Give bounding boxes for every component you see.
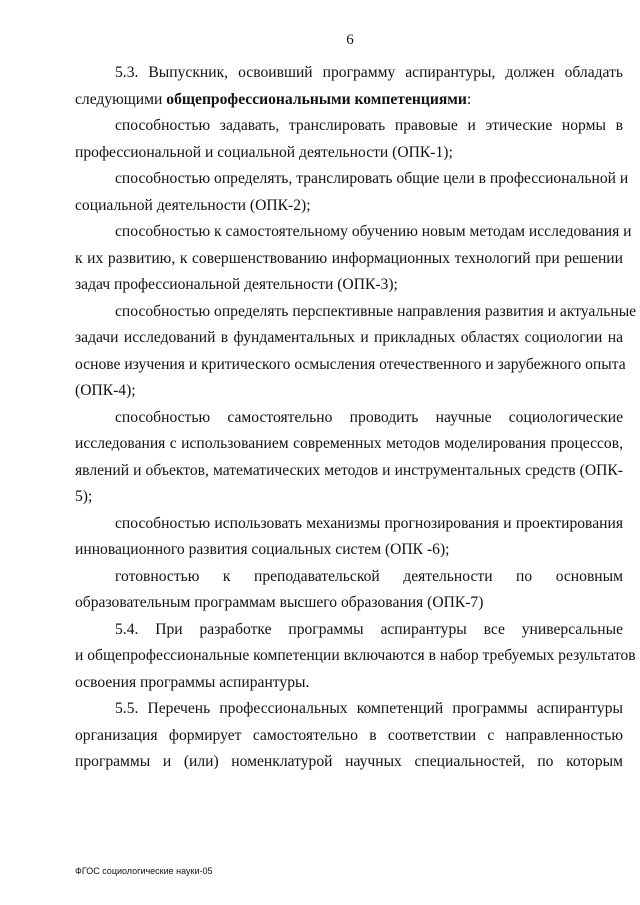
opk-5-line-4: 5); [75,488,93,505]
opk-4-line-1: способностью определять перспективные направления развития и актуальные [115,302,637,320]
opk-4-line-3: основе изучения и критического осмысления отечественного и зарубежного опыта [75,355,626,373]
opk-3-line-2: к их развитию, к совершенствованию информационных технологий при решении [75,249,623,267]
document-body [75,60,637,776]
paragraph-5-5-line-3: программы и (или) номенклатурой научных специальностей, по которым [75,753,623,770]
opk-2-line-1: способностью определять, транслировать общие цели в профессиональной и [115,170,629,187]
page-number: 6 [346,32,354,48]
opk-7-line-2: образовательным программам высшего образования (ОПК-7) [75,594,484,611]
paragraph-5-5-line-1: 5.5. Перечень профессиональных компетенций программы аспирантуры [115,700,623,717]
paragraph-5-4-line-1: 5.4. При разработке программы аспирантуры все универсальные [115,620,623,638]
opk-5-line-1: способностью самостоятельно проводить научные социологические [115,408,623,426]
opk-3-line-1: способностью к самостоятельному обучению новым методам исследования и [115,223,632,240]
opk-4-line-4: (ОПК-4); [75,382,136,399]
bold-term: общепрофессиональными компетенциями [166,90,467,108]
opk-5-line-3: явлений и объектов, математических методов и инструментальных средств (ОПК- [75,461,623,479]
opk-1-line-2: профессиональной и социальной деятельности (ОПК-1); [75,143,453,161]
opk-2-line-2: социальной деятельности (ОПК-2); [75,196,311,214]
paragraph-5-3-line-2 [75,87,623,114]
opk-6-line-1: способностью использовать механизмы прогнозирования и проектирования [115,514,623,532]
text-prefix: следующими [75,90,167,108]
opk-7-line-1: готовностью к преподавательской деятельности по основным [115,567,623,585]
paragraph-5-5-line-2: организация формирует самостоятельно в соответствии с направленностью [75,726,623,744]
page-footer: ФГОС социологические науки-05 [75,866,213,876]
paragraph-5-3-line-1: 5.3. Выпускник, освоивший программу аспирантуры, должен обладать [115,64,623,81]
paragraph-5-4-line-3: освоения программы аспирантуры. [75,673,310,691]
paragraph-5-4-line-2: и общепрофессиональные компетенции включаются в набор требуемых результатов [75,647,636,664]
text-suffix: : [466,90,472,108]
opk-1-line-1: способностью задавать, транслировать правовые и этические нормы в [115,117,623,134]
opk-4-line-2: задачи исследований в фундаментальных и прикладных областях социологии на [75,329,623,346]
opk-5-line-2: исследования с использованием современных методов моделирования процессов, [75,435,623,452]
opk-3-line-3: задач профессиональной деятельности (ОПК-3); [75,276,398,293]
opk-6-line-2: инновационного развития социальных систем (ОПК -6); [75,541,450,558]
